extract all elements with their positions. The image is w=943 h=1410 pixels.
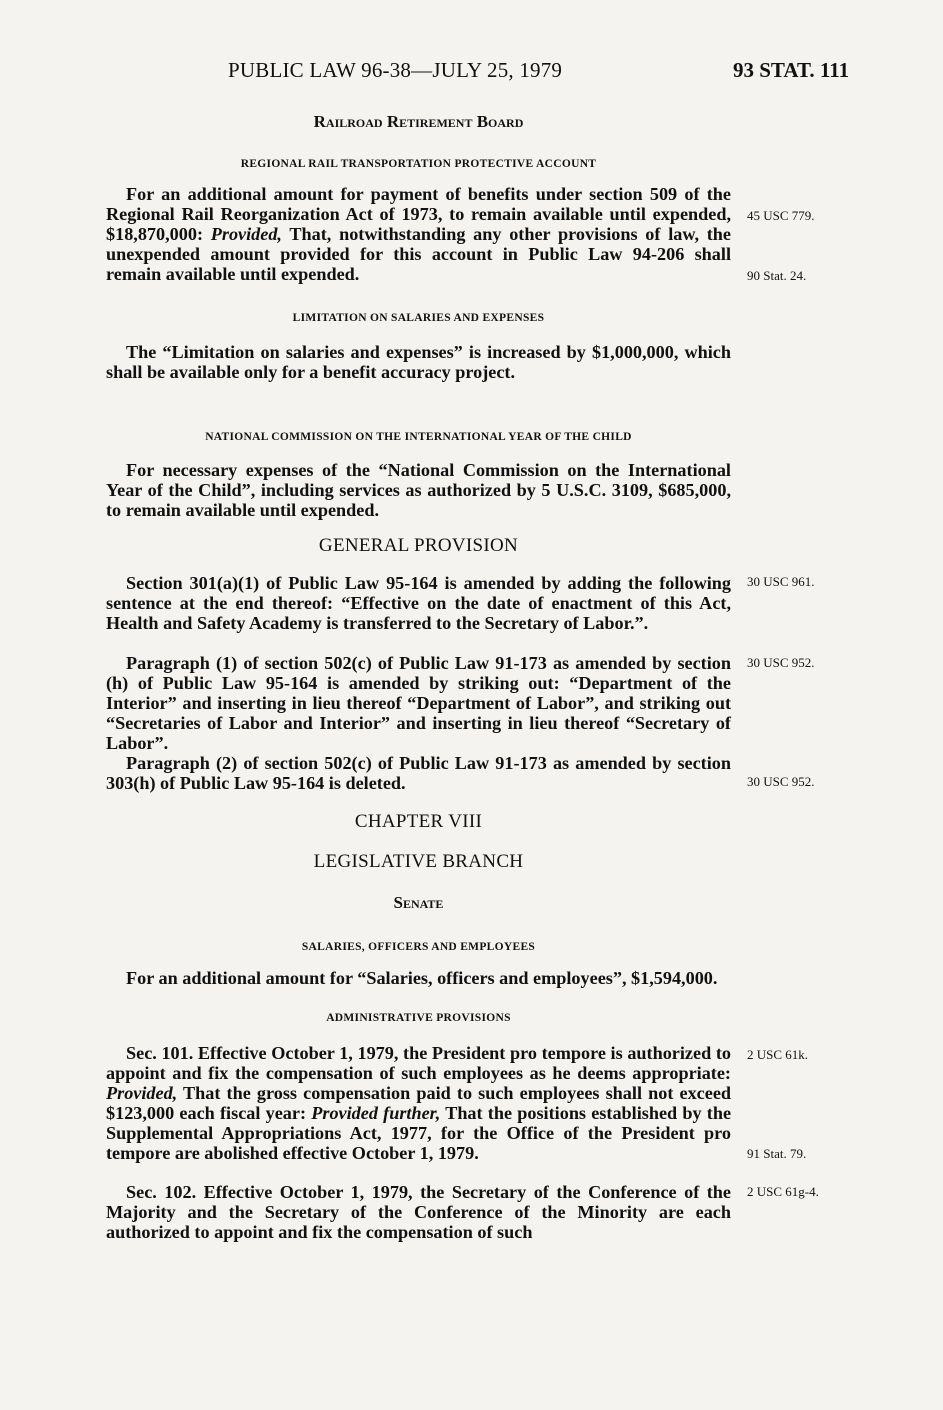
- rrtpa-heading: REGIONAL RAIL TRANSPORTATION PROTECTIVE ACCOUNT: [240, 158, 597, 170]
- sec-102-paragraph: Sec. 102. Effective October 1, 1979, the Secretary of the Conference of the Majority and the Secretary of the Conference of the Minority are each authorized to appoint and fix the compensation of such: [106, 1182, 731, 1242]
- sec-101-paragraph: Sec. 101. Effective October 1, 1979, the President pro tempore is authorized to appoint and fix the compensation of such employees as he deems appropriate: Provided, That the gross compensation paid to such employees shall not exceed $123,000 each fiscal year: Provided further, That the positions established by the Supplemental Appropriations Act, 1977, for the Office of the President pro tempore are abolished effective October 1, 1979.: [106, 1043, 732, 1163]
- running-head: PUBLIC LAW 96-38—JULY 25, 1979: [228, 58, 563, 82]
- general-provision-heading: GENERAL PROVISION: [318, 535, 519, 556]
- margin-citation: 30 USC 952.: [747, 655, 815, 670]
- margin-citation: 45 USC 779.: [747, 208, 815, 223]
- margin-citation: 2 USC 61g-4.: [747, 1184, 819, 1199]
- margin-citation: 2 USC 61k.: [747, 1047, 809, 1062]
- rrb-heading: Railroad Retirement Board: [313, 112, 524, 131]
- limitation-paragraph: The “Limitation on salaries and expenses” is increased by $1,000,000, which shall be available only for a benefit accuracy project.: [106, 342, 731, 382]
- rrtpa-paragraph: For an additional amount for payment of benefits under section 509 of the Regional Rail Reorganization Act of 1973, to remain available until expended, $18,870,000: Provided, That, notwithstanding any other provisions of law, the unexpended amount provided for this account in Public Law 94-206 shall remain available until expended.: [106, 184, 731, 284]
- general-paragraph-2: Paragraph (1) of section 502(c) of Public Law 91-173 as amended by section (h) of Public Law 95-164 is amended by striking out: “Department of the Interior” and inserting in lieu thereof “Department of Labor”, and striking out “Secretaries of Labor and Interior” and inserting in lieu thereof “Secretary of Labor”.: [106, 653, 731, 753]
- admin-provisions-heading: ADMINISTRATIVE PROVISIONS: [326, 1012, 511, 1024]
- margin-citation: 30 USC 952.: [747, 774, 815, 789]
- margin-citation: 30 USC 961.: [747, 574, 815, 589]
- branch-heading: LEGISLATIVE BRANCH: [313, 851, 524, 872]
- senate-heading: Senate: [393, 893, 444, 912]
- iyc-heading: NATIONAL COMMISSION ON THE INTERNATIONAL YEAR OF THE CHILD: [205, 431, 632, 443]
- general-paragraph-1: Section 301(a)(1) of Public Law 95-164 is amended by adding the following sentence at the end thereof: “Effective on the date of enactment of this Act, Health and Safety Academy is transferred to the Secretary of Labor.”.: [106, 573, 731, 633]
- salaries-paragraph: For an additional amount for “Salaries, officers and employees”, $1,594,000.: [126, 968, 718, 988]
- chapter-heading: CHAPTER VIII: [354, 811, 483, 832]
- salaries-heading: SALARIES, OFFICERS AND EMPLOYEES: [301, 941, 536, 953]
- margin-citation: 91 Stat. 79.: [747, 1146, 807, 1161]
- limitation-heading: LIMITATION ON SALARIES AND EXPENSES: [292, 312, 545, 324]
- stat-page-number: 93 STAT. 111: [733, 58, 850, 82]
- iyc-paragraph: For necessary expenses of the “National Commission on the International Year of the Child”, including services as authorized by 5 U.S.C. 3109, $685,000, to remain available until expended.: [106, 460, 731, 520]
- general-paragraph-3: Paragraph (2) of section 502(c) of Public Law 91-173 as amended by section 303(h) of Public Law 95-164 is deleted.: [106, 753, 731, 793]
- margin-citation: 90 Stat. 24.: [747, 268, 807, 283]
